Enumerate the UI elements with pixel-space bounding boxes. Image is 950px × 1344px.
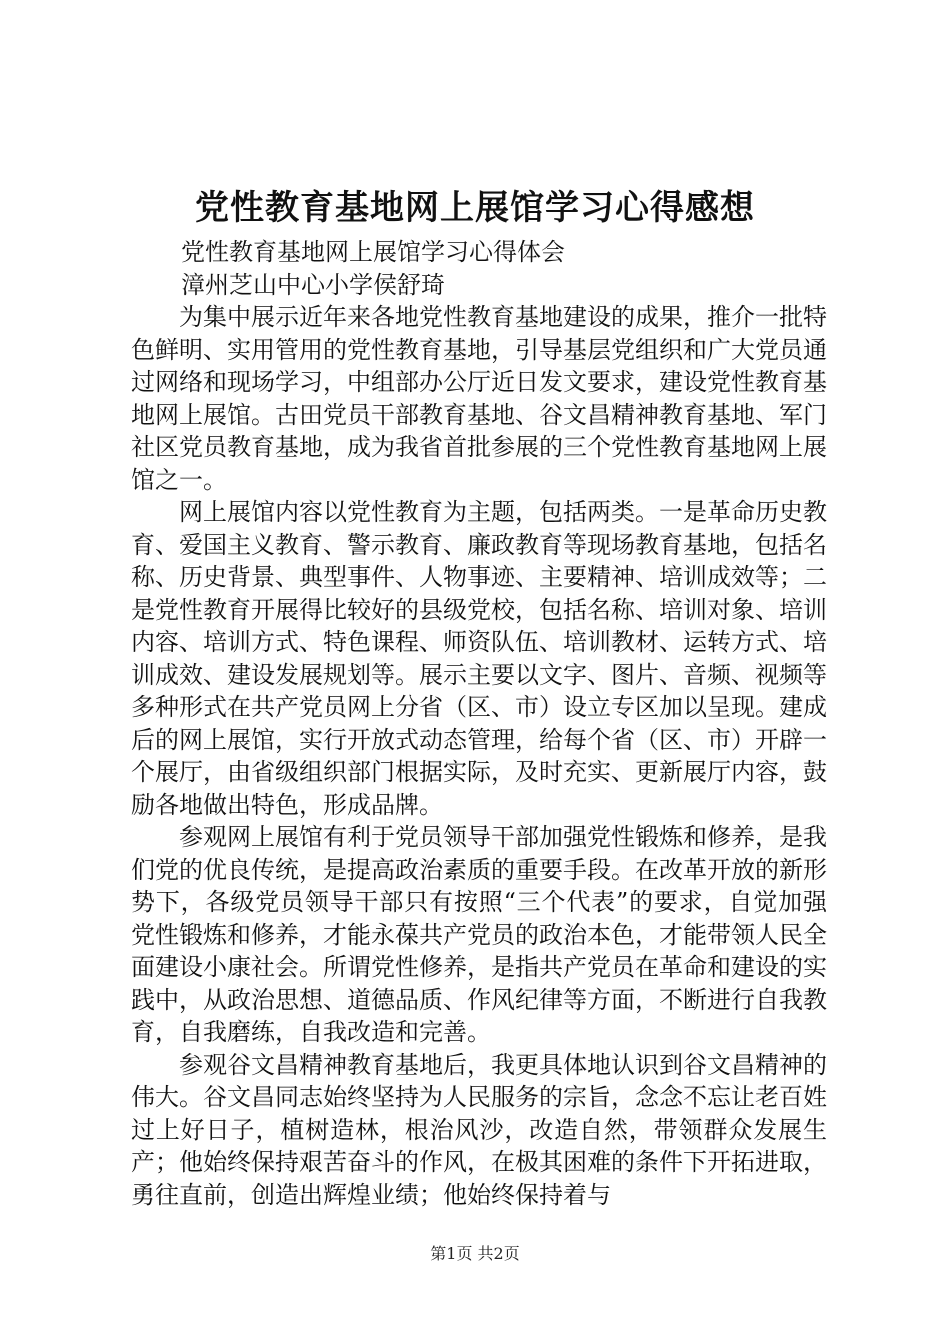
page-footer: 第1页 共2页 — [430, 1244, 520, 1263]
paragraph-3: 参观网上展馆有利于党员领导干部加强党性锻炼和修养，是我们党的优良传统，是提高政治素质的重要手段。在改革开放的新形势下，各级党员领导干部只有按照“三个代表”的要求，自觉加强党性锻炼和修养，才能永葆共产党员的政治本色，才能带领人民全面建设小康社会。所谓党性修养，是指共产党员在革命和建设的实践中，从政治思想、道德品质、作风纪律等方面，不断进行自我教育，自我磨练，自我改造和完善。 — [131, 823, 827, 1046]
document-body — [131, 236, 827, 1211]
paragraph-4: 参观谷文昌精神教育基地后，我更具体地认识到谷文昌精神的伟大。谷文昌同志始终坚持为人民服务的宗旨，念念不忘让老百姓过上好日子，植树造林，根治风沙，改造自然，带领群众发展生产；他始终保持艰苦奋斗的作风，在极其困难的条件下开拓进取，勇往直前，创造出辉煌业绩；他始终保持着与 — [131, 1050, 827, 1209]
document-author: 漳州芝山中心小学侯舒琦 — [181, 270, 445, 299]
document-title: 党性教育基地网上展馆学习心得感想 — [195, 188, 755, 228]
document-subtitle: 党性教育基地网上展馆学习心得体会 — [181, 238, 565, 266]
paragraph-2: 网上展馆内容以党性教育为主题，包括两类。一是革命历史教育、爱国主义教育、警示教育、廉政教育等现场教育基地，包括名称、历史背景、典型事件、人物事迹、主要精神、培训成效等；二是党性教育开展得比较好的县级党校，包括名称、培训对象、培训内容、培训方式、特色课程、师资队伍、培训教材、运转方式、培训成效、建设发展规划等。展示主要以文字、图片、音频、视频等多种形式在共产党员网上分省（区、市）设立专区加以呈现。建成后的网上展馆，实行开放式动态管理，给每个省（区、市）开辟一个展厅，由省级组织部门根据实际，及时充实、更新展厅内容，鼓励各地做出特色，形成品牌。 — [131, 498, 827, 819]
paragraph-1: 为集中展示近年来各地党性教育基地建设的成果，推介一批特色鲜明、实用管用的党性教育基地，引导基层党组织和广大党员通过网络和现场学习，中组部办公厅近日发文要求，建设党性教育基地网上展馆。古田党员干部教育基地、谷文昌精神教育基地、军门社区党员教育基地，成为我省首批参展的三个党性教育基地网上展馆之一。 — [131, 303, 827, 494]
